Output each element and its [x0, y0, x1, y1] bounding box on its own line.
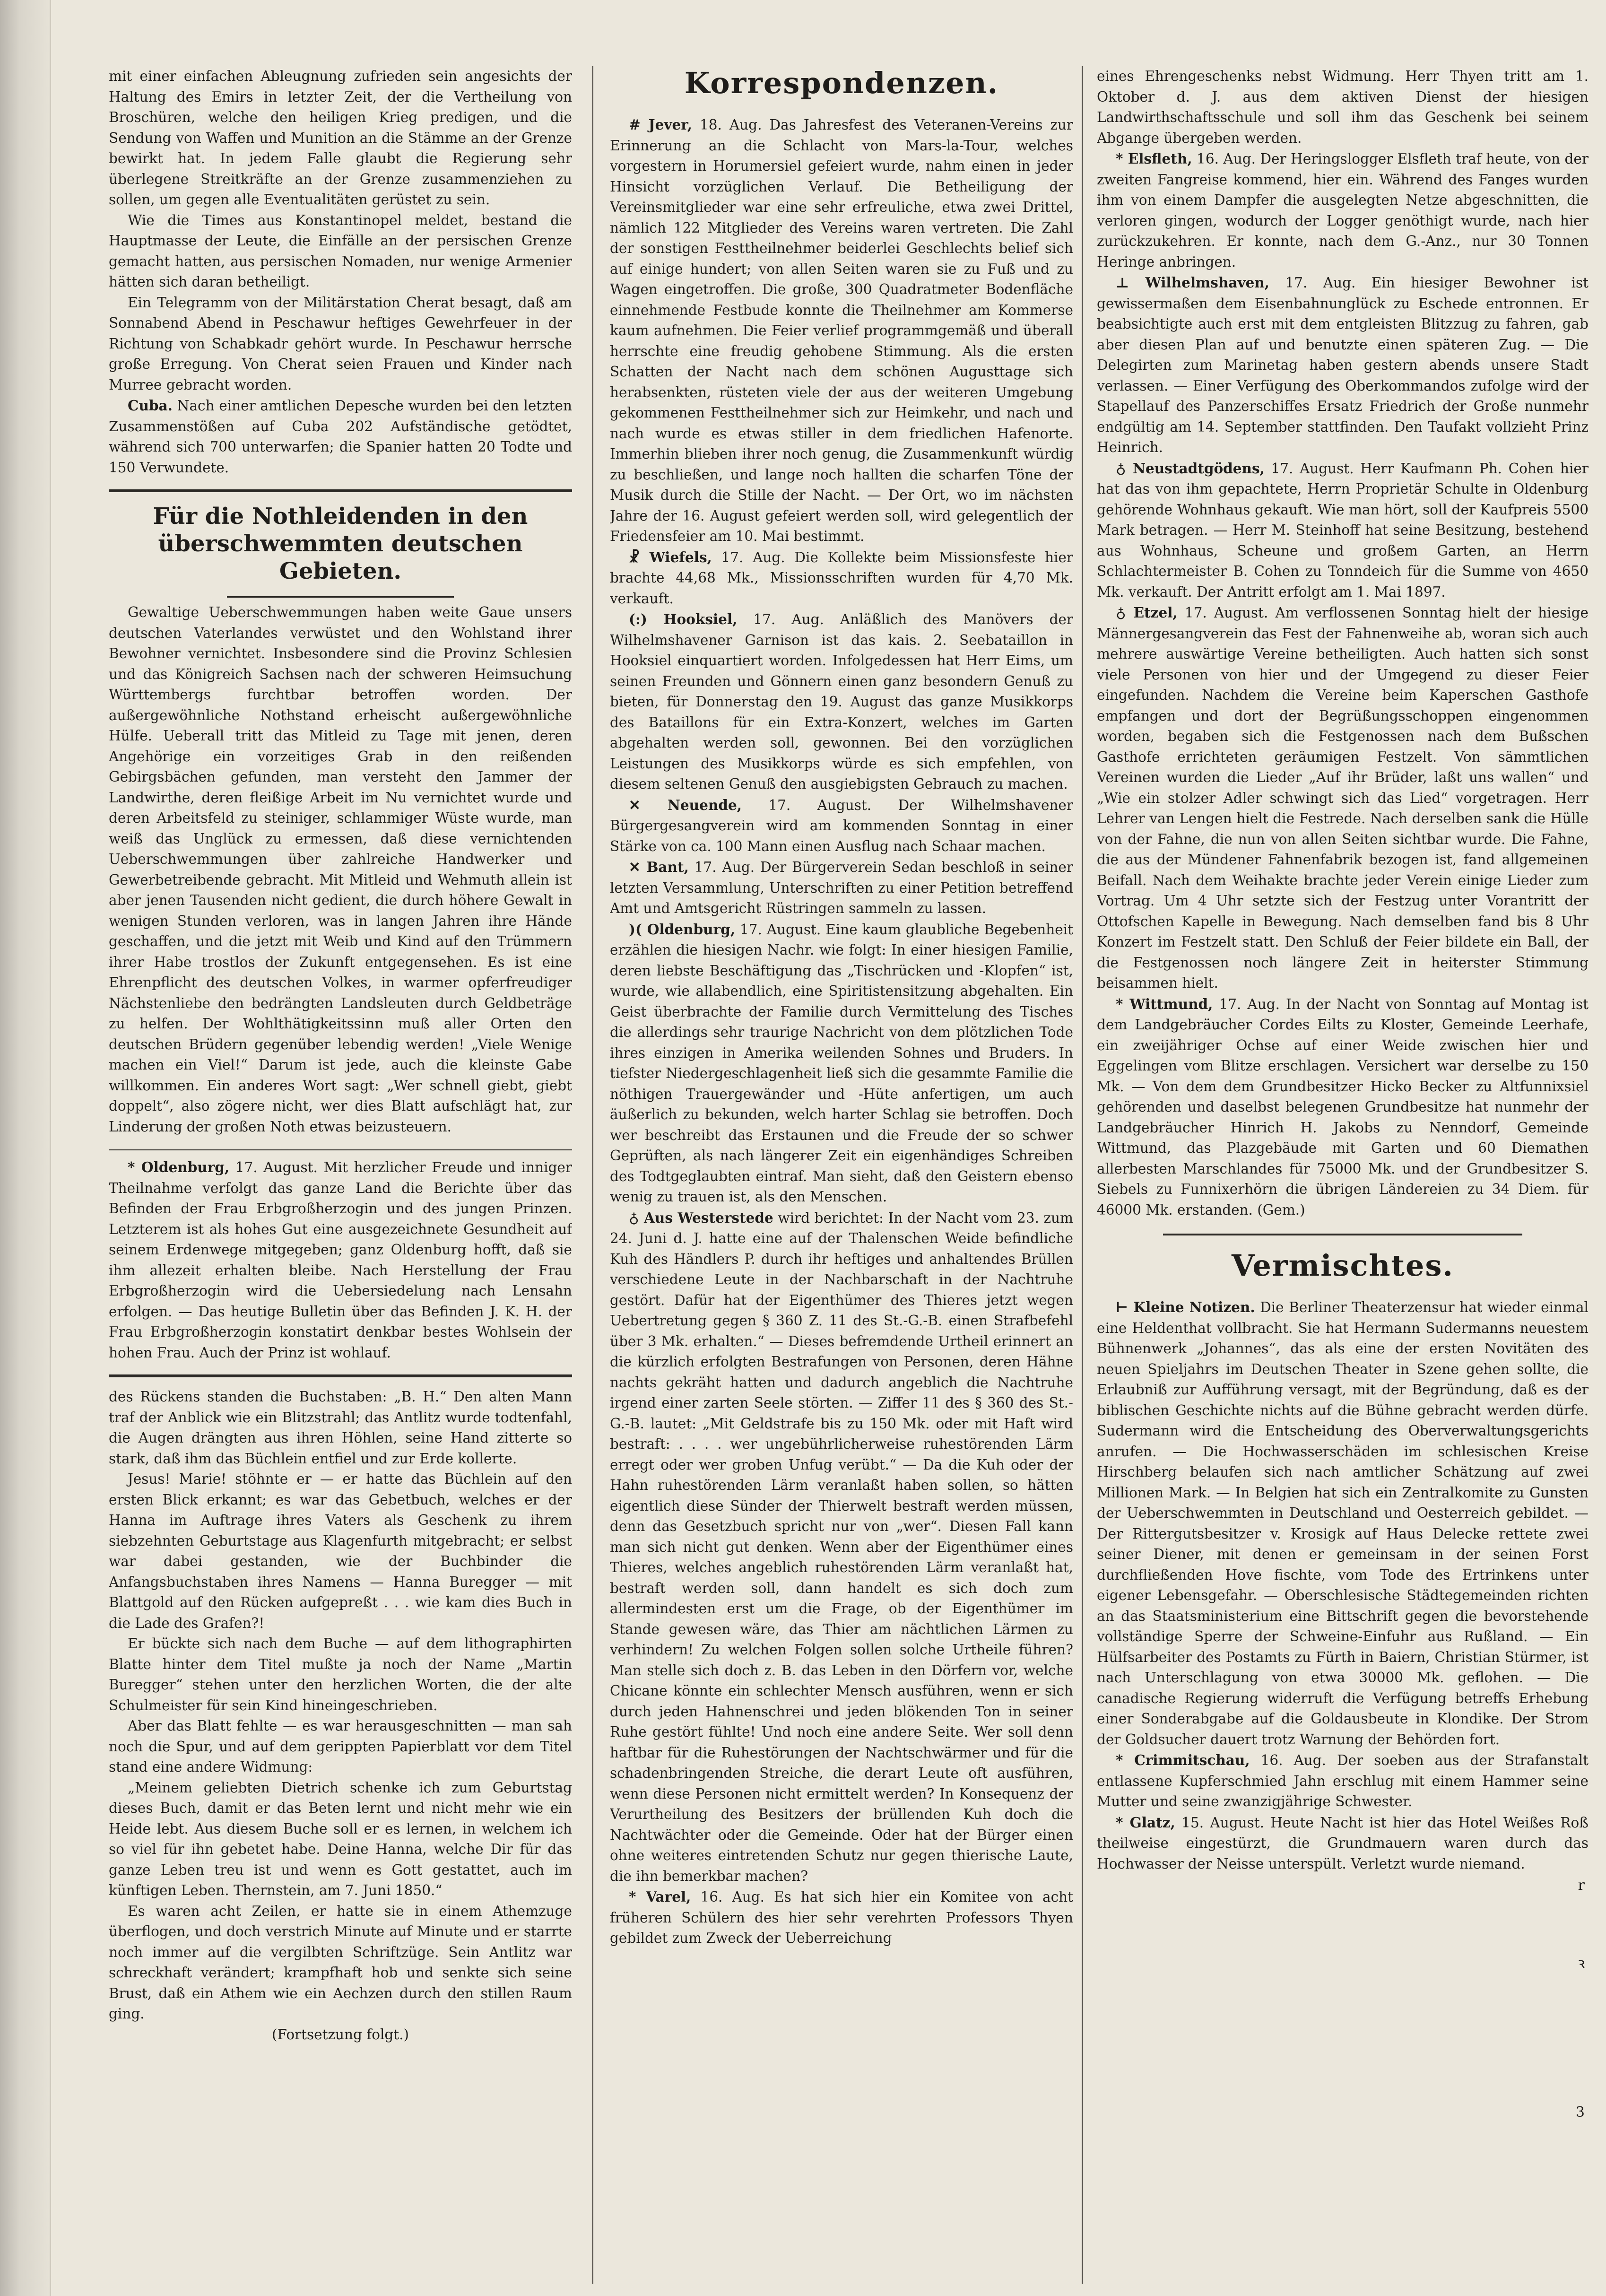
news-item	[1097, 1812, 1589, 1875]
news-item	[610, 795, 1073, 857]
section-rule	[109, 489, 572, 492]
middle-column	[610, 66, 1073, 2284]
feuilleton-paragraph: Aber das Blatt fehlte — es war herausgeschnitten — man sah noch die Spur, und auf dem gerippten Papierblatt vor dem Titel stand eine andere Widmung:	[109, 1718, 572, 1775]
news-item	[1097, 148, 1589, 272]
news-item	[109, 395, 572, 478]
news-item	[1097, 458, 1589, 603]
item-text: 17. August. Der Wilhelmshavener Bürgergesangverein wird am kommenden Sonntag in einer Stärke von ca. 100 Mann einen Ausflug nach Schaar machen.	[610, 797, 1073, 854]
place-name: * Glatz,	[1116, 1814, 1175, 1831]
place-name: ⊥ Wilhelmshaven,	[1116, 274, 1270, 291]
item-text: 17. Aug. Ein hiesiger Bewohner ist gewissermaßen dem Eisenbahnunglück zu Eschede entronnen. Er beabsichtigte auch erst mit dem entgleisten Blitzzug zu fahren, gab aber diesen Plan auf und benutzte einen späteren Zug. — Die Delegirten zum Marinetag haben gestern abends unsere Stadt verlassen. — Einer Verfügung des Oberkommandos zufolge wird der Stapellauf des Panzerschiffes Ersatz Friedrich der Große nunmehr endgültig am 14. September stattfinden. Den Taufakt vollzieht Prinz Heinrich.	[1097, 275, 1589, 455]
heading-underline	[227, 596, 454, 598]
feuilleton-paragraph: „Meinem geliebten Dietrich schenke ich zum Geburtstag dieses Buch, damit er das Beten lernt und nicht mehr wie ein Heide lebt. Aus diesem Buche soll er es lernen, in welchem ich so viel für ihn gebetet habe. Deine Hanna, welche Dir für das ganze Leben treu ist und wenn es Gott gestattet, auch im künftigen Leben. Thernstein, am 7. Juni 1850.“	[109, 1779, 572, 1898]
paragraph: Ein Telegramm von der Militärstation Cherat besagt, daß am Sonnabend Abend in Peschawur heftiges Gewehrfeuer in der Richtung von Schabkadr gehört wurde. In Peschawur herrsche große Erregung. Von Cherat seien Frauen und Kinder nach Murree gebracht worden.	[109, 294, 572, 393]
continuation-note: (Fortsetzung folgt.)	[271, 2026, 409, 2043]
left-column	[109, 66, 572, 2284]
place-name: ✕ Bant,	[629, 859, 689, 875]
margin-glyph: 3	[1575, 2104, 1585, 2121]
news-item	[610, 857, 1073, 919]
place-name: ♁ Aus Westerstede	[629, 1209, 773, 1226]
divider	[109, 1149, 572, 1150]
feuilleton-rule	[109, 1374, 572, 1377]
place-name: (:) Hooksiel,	[629, 611, 738, 627]
place-name: * Oldenburg,	[128, 1159, 230, 1175]
news-item	[610, 114, 1073, 547]
item-text: Nach einer amtlichen Depesche wurden bei den letzten Zusammenstößen auf Cuba 202 Aufständische getödtet, während sich 700 unterwarfen; die Spanier hatten 20 Todte und 150 Verwundete.	[109, 398, 572, 476]
news-item	[109, 1157, 572, 1363]
newspaper-page	[109, 66, 1589, 2284]
section-heading: Korrespondenzen.	[684, 66, 999, 100]
section-heading: Vermischtes.	[1232, 1248, 1454, 1283]
item-text: 16. Aug. Der Heringslogger Elsfleth traf heute, von der zweiten Fangreise kommend, hier ein. Während des Fanges wurden ihm von einem Dampfer die ausgelegten Netze abgeschnitten, die verloren gingen, wodurch der Logger genöthigt wurde, nach hier zurückzukehren. Er konnte, nach dem G.-Anz., nur 30 Tonnen Heringe anbringen.	[1097, 151, 1589, 270]
place-name: )( Oldenburg,	[629, 921, 735, 938]
news-item	[1097, 1750, 1589, 1812]
news-item	[610, 547, 1073, 609]
item-text: 17. Aug. Anläßlich des Manövers der Wilhelmshavener Garnison ist das kais. 2. Seebataillon in Hooksiel einquartiert worden. Infolgedessen hat Herr Eims, um seinen Freunden und Gönnern einen ganz besondern Genuß zu bieten, für Donnerstag den 19. August das ganze Musikkorps des Bataillons für ein Extra-Konzert, welches im Garten abgehalten werden soll, gewonnen. Bei den vorzüglichen Leistungen des Musikkorps würde es sich empfehlen, von diesem seltenen Genuß den ausgiebigsten Gebrauch zu machen.	[610, 611, 1073, 792]
place-name: ♁ Neustadtgödens,	[1116, 460, 1265, 477]
right-column	[1097, 66, 1589, 2284]
place-name: * Varel,	[629, 1888, 691, 1905]
place-name: ⊢ Kleine Notizen.	[1116, 1299, 1255, 1315]
margin-glyph: ꝛ	[1578, 1955, 1585, 1972]
news-item	[1097, 1297, 1589, 1750]
item-text: 17. Aug. Der Bürgerverein Sedan beschloß in seiner letzten Versammlung, Unterschriften zu einer Petition betreffend Amt und Amtsgericht Rüstringen sammeln zu lassen.	[610, 859, 1073, 916]
place-name: * Elsfleth,	[1116, 150, 1192, 167]
item-text: 17. Aug. Die Kollekte beim Missionsfeste hier brachte 44,68 Mk., Missionsschriften wurden für 4,70 Mk. verkauft.	[610, 549, 1073, 607]
item-text: 16. Aug. Der soeben aus der Strafanstalt entlassene Kupferschmied Jahn erschlug mit einem Hammer seine Mutter und seine zwanzigjährige Schwester.	[1097, 1752, 1589, 1809]
place-name: ☧ Wiefels,	[629, 548, 712, 565]
feuilleton-paragraph: Er bückte sich nach dem Buche — auf dem lithographirten Blatte hinter dem Titel mußte ja noch der Name „Martin Buregger“ stehen unter den herzlichen Worten, die der alte Schulmeister für sein Kind hineingeschrieben.	[109, 1635, 572, 1713]
item-text: 17. August. Am verflossenen Sonntag hielt der hiesige Männergesangverein das Fest der Fahnenweihe ab, woran sich auch mehrere auswärtige Vereine betheiligten. Auch hatten sich sonst viele Personen von hier und der Umgegend zu dieser Feier eingefunden. Nachdem die Vereine beim Kaperschen Gasthofe empfangen und dort der Begrüßungsschoppen eingenommen worden, begaben sich die Festgenossen nach dem Bußschen Gasthofe errichteten geräumigen Festzelt. Von sämmtlichen Vereinen wurden die Lieder „Auf ihr Brüder, laßt uns wallen“ und „Wie ein stolzer Adler schwingt sich das Lied“ vorgetragen. Herr Lehrer van Lengen hielt die Festrede. Nach derselben sank die Hülle von der Fahne, die nun von allen Seiten sichtbar wurde. Die Fahne, die aus der Mündener Fahnenfabrik bezogen ist, fand allgemeinen Beifall. Nach dem Weihakte brachte jeder Verein einige Lieder zum Vortrag. Um 4 Uhr setzte sich der Festzug unter Vorantritt der Ottofschen Kapelle in Bewegung. Nach demselben fand bis 8 Uhr Konzert im Festzelt statt. Den Schluß der Feier bildete ein Ball, der die Festgenossen noch längere Zeit in heiterster Stimmung beisammen hielt.	[1097, 605, 1589, 991]
item-text: 17. August. Herr Kaufmann Ph. Cohen hier hat das von ihm gepachtete, Herrn Proprietär Schulte in Oldenburg gehörende Wohnhaus gekauft. Wie man hört, soll der Kaufpreis 5500 Mark betragen. — Herr M. Steinhoff hat seine Besitzung, bestehend aus Wohnhaus, Scheune und großem Garten, an Herrn Schlachtermeister B. Cohen zu Tonndeich für die Summe von 4650 Mk. verkauft. Der Antritt erfolgt am 1. Mai 1897.	[1097, 460, 1589, 600]
section-heading: Für die Nothleidenden in den überschwemmten deutschen Gebieten.	[153, 503, 528, 584]
place-name: # Jever,	[629, 116, 692, 133]
news-item	[610, 1208, 1073, 1887]
paragraph: Wie die Times aus Konstantinopel meldet, bestand die Hauptmasse der Leute, die Einfälle an der persischen Grenze gemacht hatten, aus persischen Nomaden, nur wenige Armenier hätten sich daran betheiligt.	[109, 212, 572, 290]
place-name: ♁ Etzel,	[1116, 604, 1178, 621]
item-text: 17. August. Eine kaum glaubliche Begebenheit erzählen die hiesigen Nachr. wie folgt: In einer hiesigen Familie, deren liebste Beschäftigung das „Tischrücken und -Klopfen“ ist, wurde, wie allabendlich, eine Spiritistensitzung abgehalten. Ein Geist überbrachte der Familie durch Vermittelung des Tisches die allerdings sehr traurige Nachricht von dem plötzlichen Tode ihres einzigen in Amerika weilenden Sohnes und Bruders. In tiefster Niedergeschlagenheit ließ sich die gesammte Familie die nöthigen Trauergewänder und -Hüte anfertigen, um auch äußerlich zu bekunden, welch harter Schlag sie betroffen. Doch wer beschreibt das Erstaunen und die Freude der so schwer Geprüften, als nach längerer Zeit ein eigenhändiges Schreiben des Todtgeglaubten eintraf. Man sieht, daß den Geistern ebenso wenig zu trauen ist, als den Menschen.	[610, 921, 1073, 1205]
section-rule	[1163, 1234, 1522, 1235]
item-text: Die Berliner Theaterzensur hat wieder einmal eine Heldenthat vollbracht. Sie hat Hermann Sudermanns neuestem Bühnenwerk „Johannes“, das als eine der ersten Novitäten des neuen Spieljahrs im Deutschen Theater in Szene gehen sollte, die Erlaubniß zur Aufführung versagt, mit der Begründung, daß es der biblischen Geschichte nichts auf die Bühne gebracht werden dürfe. Sudermann wird die Entscheidung des Oberverwaltungsgerichts anrufen. — Die Hochwasserschäden im schlesischen Kreise Hirschberg belaufen sich nach amtlicher Schätzung auf zwei Millionen Mark. — In Belgien hat sich ein Zentralkomite zu Gunsten der Ueberschwemmten in Deutschland und Oesterreich gebildet. — Der Rittergutsbesitzer v. Krosigk auf Haus Delecke rettete zwei seiner Diener, mit denen er gemeinsam in der seinen Forst durchfließenden Hove fischte, vom Tode des Ertrinkens unter eigener Lebensgefahr. — Oberschlesische Städtegemeinden richten an das Staatsministerium eine Bittschrift gegen die bevorstehende vollständige Sperre der Schweine-Einfuhr aus Rußland. — Ein Hülfsarbeiter des Postamts zu Fürth in Baiern, Christian Stürmer, ist nach Unterschlagung von etwa 30000 Mk. geflohen. — Die canadische Regierung widerruft die Verfügung betreffs Erhebung einer Sonderabgabe auf die Goldausbeute in Klondike. Der Strom der Goldsucher dauert trotz Warnung der Behörden fort.	[1097, 1299, 1589, 1748]
paragraph: mit einer einfachen Ableugnung zufrieden sein angesichts der Haltung des Emirs in letzter Zeit, der die Vertheilung von Broschüren, welche den heiligen Krieg predigen, und die Sendung von Waffen und Munition an die Stämme an der Grenze bewirkt hat. In jedem Falle glaubt die Regierung sehr überlegene Streitkräfte an der Grenze zusammenziehen zu sollen, um gegen alle Eventualitäten gerüstet zu sein.	[109, 68, 572, 208]
place-name: * Wittmund,	[1116, 995, 1213, 1012]
place-name: Cuba.	[128, 397, 173, 414]
item-text: 18. Aug. Das Jahresfest des Veteranen-Vereins zur Erinnerung an die Schlacht von Mars-la-Tour, welches vorgestern in Horumersiel gefeiert wurde, nahm einen in jeder Hinsicht vorzüglichen Verlauf. Die Betheiligung der Vereinsmitglieder war eine sehr erfreuliche, etwa zwei Drittel, nämlich 122 Mitglieder des Vereins waren vertreten. Die Zahl der sonstigen Festtheilnehmer beiderlei Geschlechts belief sich auf einige hundert; von allen Seiten waren sie zu Fuß und zu Wagen eingetroffen. Die große, 300 Quadratmeter Bodenfläche einnehmende Festbude konnte die Theilnehmer am Kommerse kaum aufnehmen. Die Feier verlief programmgemäß und überall herrschte eine freudig gehobene Stimmung. Als die ersten Schatten der Nacht nach dem schönen Augusttage sich herabsenkten, rüsteten viele der aus der weiteren Umgebung gekommenen Festtheilnehmer sich zur Heimkehr, und nach und nach wurde es etwas stiller in dem friedlichen Hafenorte. Immerhin blieben ihrer noch genug, die Zusammenkunft würdig zu beschließen, und lange noch hallten die scharfen Töne der Musik durch die Stille der Nacht. — Der Ort, wo im nächsten Jahre der 16. August gefeiert werden soll, wird gelegentlich der Friedensfeier am 10. Mai bestimmt.	[610, 117, 1073, 544]
feuilleton-paragraph: Jesus! Marie! stöhnte er — er hatte das Büchlein auf den ersten Blick erkannt; es war das Gebetbuch, welches er der Hanna im Auftrage ihres Vaters als Geschenk zu ihrem siebzehnten Geburtstage aus Klagenfurth mitgebracht; er selbst war dabei gestanden, wie der Buchbinder die Anfangsbuchstaben ihres Namens — Hanna Buregger — mit Blattgold auf den Rücken aufgepreßt . . . wie kam dies Buch in die Lade des Grafen?!	[109, 1471, 572, 1631]
news-item	[610, 919, 1073, 1208]
feuilleton-paragraph: des Rückens standen die Buchstaben: „B. H.“ Den alten Mann traf der Anblick wie ein Blitzstrahl; das Antlitz wurde todtenfahl, die Augen drängten aus ihren Höhlen, seine Hand zitterte so stark, daß ihm das Büchlein entfiel und zur Erde kollerte.	[109, 1389, 572, 1467]
place-name: ✕ Neuende,	[629, 796, 742, 813]
feuilleton-paragraph: Es waren acht Zeilen, er hatte sie in einem Athemzuge überflogen, und doch verstrich Minute auf Minute und er starrte noch immer auf die vergilbten Schriftzüge. Sein Antlitz war schreckhaft verändert; krampfhaft hob und senkte sich seine Brust, daß ein Athem wie ein Aechzen durch den stillen Raum ging.	[109, 1903, 572, 2022]
news-item	[610, 1887, 1073, 1949]
book-spine	[0, 0, 51, 2296]
news-item	[610, 609, 1073, 795]
item-text: 16. Aug. Es hat sich hier ein Komitee von acht früheren Schülern des hier sehr verehrten Professors Thyen gebildet zum Zweck der Ueberreichung	[610, 1889, 1073, 1946]
paragraph: eines Ehrengeschenks nebst Widmung. Herr Thyen tritt am 1. Oktober d. J. aus dem aktiven Dienst der hiesigen Landwirthschaftsschule und soll ihm das Geschenk bei seinem Abgange übergeben werden.	[1097, 68, 1589, 146]
item-text: 17. August. Mit herzlicher Freude und inniger Theilnahme verfolgt das ganze Land die Berichte über das Befinden der Frau Erbgroßherzogin und des jungen Prinzen. Letzterem ist als hohes Gut eine ausgezeichnete Gesundheit auf seinem Erdenwege mitgegeben; ganz Oldenburg hofft, daß sie ihm allezeit erhalten bleibe. Nach Herstellung der Frau Erbgroßherzogin wird die Uebersiedelung nach Lensahn erfolgen. — Das heutige Bulletin über das Befinden J. K. H. der Frau Erbgroßherzogin konstatirt denkbar bestes Wohlsein der hohen Frau. Auch der Prinz ist wohlauf.	[109, 1159, 572, 1361]
column-divider	[1082, 66, 1083, 2284]
news-item	[1097, 994, 1589, 1221]
item-text: wird berichtet: In der Nacht vom 23. zum 24. Juni d. J. hatte eine auf der Thalenschen Weide befindliche Kuh des Händlers P. durch ihr heftiges und anhaltendes Brüllen verschiedene Leute in der Nachbarschaft in der Nachtruhe gestört. Dafür hat der Eigenthümer des Thieres jetzt wegen Uebertretung gegen § 360 Z. 11 des St.-G.-B. einen Strafbefehl über 3 Mk. erhalten.“ — Dieses befremdende Urtheil erinnert an die kürzlich erfolgten Bestrafungen von Personen, deren Hähne nachts gekräht hatten und dadurch angeblich die Nachtruhe irgend einer zarten Seele störten. — Ziffer 11 des § 360 des St.-G.-B. lautet: „Mit Geldstrafe bis zu 150 Mk. oder mit Haft wird bestraft: . . . . wer ungebührlicherweise ruhestörenden Lärm erregt oder wer groben Unfug verübt.“ — Da die Kuh oder der Hahn ruhestörenden Lärm veranlaßt haben sollen, so hätten eigentlich diese Sünder der Thierwelt bestraft werden müssen, denn das Gesetzbuch spricht nur von „wer“. Diesen Fall kann man sich nicht gut denken. Wenn aber der Eigenthümer eines Thieres, welches angeblich ruhestörenden Lärm veranlaßt hat, bestraft werden soll, dann handelt es sich doch zum allermindesten erst um die Frage, ob der Eigenthümer im Stande gewesen wäre, das Thier am nächtlichen Lärmen zu verhindern! Zu welchen Folgen sollen solche Urtheile führen? Man stelle sich doch z. B. das Leben in den Dörfern vor, welche Chicane könnte ein schlechter Mensch ausführen, wenn er sich durch jeden Hahnenschrei und jeden blökenden Ton in seiner Ruhe gestört fühlte! Und noch eine andere Seite. Wer soll denn haftbar für die Ruhestörungen der Nachtschwärmer und für die schadenbringenden Streiche, die derart Leute oft ausführen, wenn diese Personen nicht ermittelt werden? In Konsequenz der Verurtheilung des Besitzers der brüllenden Kuh doch die Nachtwächter oder die Gemeinde. Oder hat der Bürger einen ohne weiteres eintretenden Schutz nur gegen thierische Laute, die ihn bemerkbar machen?	[610, 1209, 1073, 1884]
news-item	[1097, 602, 1589, 994]
place-name: * Crimmitschau,	[1116, 1752, 1250, 1768]
margin-glyph: r	[1578, 1877, 1585, 1894]
column-divider	[592, 66, 593, 2284]
paragraph: Gewaltige Ueberschwemmungen haben weite Gaue unsers deutschen Vaterlandes verwüstet und den Wohlstand ihrer Bewohner vernichtet. Insbesondere sind die Provinz Schlesien und das Königreich Sachsen nach der schweren Heimsuchung Württembergs furchtbar betroffen worden. Der außergewöhnliche Nothstand erheischt außergewöhnliche Hülfe. Ueberall tritt das Mitleid zu Tage mit jenen, deren Angehörige ein vorzeitiges Grab in den reißenden Gebirgsbächen gefunden, man versteht den Jammer der Landwirthe, deren fleißige Arbeit im Nu vernichtet wurde und deren Arbeitsfeld zu steiniger, schlammiger Wüste wurde, man weiß das Unglück zu ermessen, daß diese vernichtenden Ueberschwemmungen über zahlreiche Handwerker und Gewerbetreibende gebracht. Mit Mitleid und Wehmuth allein ist aber jenen Tausenden nicht gedient, die durch höhere Gewalt in wenigen Stunden verloren, was in langen Jahren ihre Hände geschaffen, und die jetzt mit Weib und Kind auf den Trümmern ihrer Habe trostlos der Zukunft entgegensehen. Es ist eine Ehrenpflicht des deutschen Volkes, in warmer opferfreudiger Nächstenliebe den bedrängten Landsleuten durch Geldbeträge zu helfen. Der Wohlthätigkeitssinn muß aller Orten den deutschen Brüdern gegenüber lebendig werden! „Viele Wenige machen ein Viel!“ Darum ist jede, auch die kleinste Gabe willkommen. Ein anderes Wort sagt: „Wer schnell giebt, giebt doppelt“, also zögere nicht, wer dies Blatt aufschlägt hat, zur Linderung der großen Noth etwas beizusteuern.	[109, 604, 572, 1135]
item-text: 17. Aug. In der Nacht von Sonntag auf Montag ist dem Landgebräucher Cordes Eilts zu Kloster, Gemeinde Leerhafe, ein zweijähriger Ochse auf einer Weide zwischen hier und Eggelingen vom Blitze erschlagen. Versichert war derselbe zu 150 Mk. — Von dem dem Grundbesitzer Hicko Becker zu Altfunnixsiel gehörenden und daselbst belegenen Grundbesitze hat nunmehr der Landgebräucher Hinrich H. Jakobs zu Nenndorf, Gemeinde Wittmund, das Plazgebäude mit Garten und 60 Diemathen allerbesten Marschlandes für 75000 Mk. und der Grundbesitzer S. Siebels zu Funnixerhörn die übrigen Ländereien zu 34 Diem. für 46000 Mk. erstanden. (Gem.)	[1097, 996, 1589, 1218]
news-item	[1097, 272, 1589, 458]
item-text: 15. August. Heute Nacht ist hier das Hotel Weißes Roß theilweise eingestürzt, die Grundmauern waren durch das Hochwasser der Neisse unterspült. Verletzt wurde niemand.	[1097, 1814, 1589, 1872]
